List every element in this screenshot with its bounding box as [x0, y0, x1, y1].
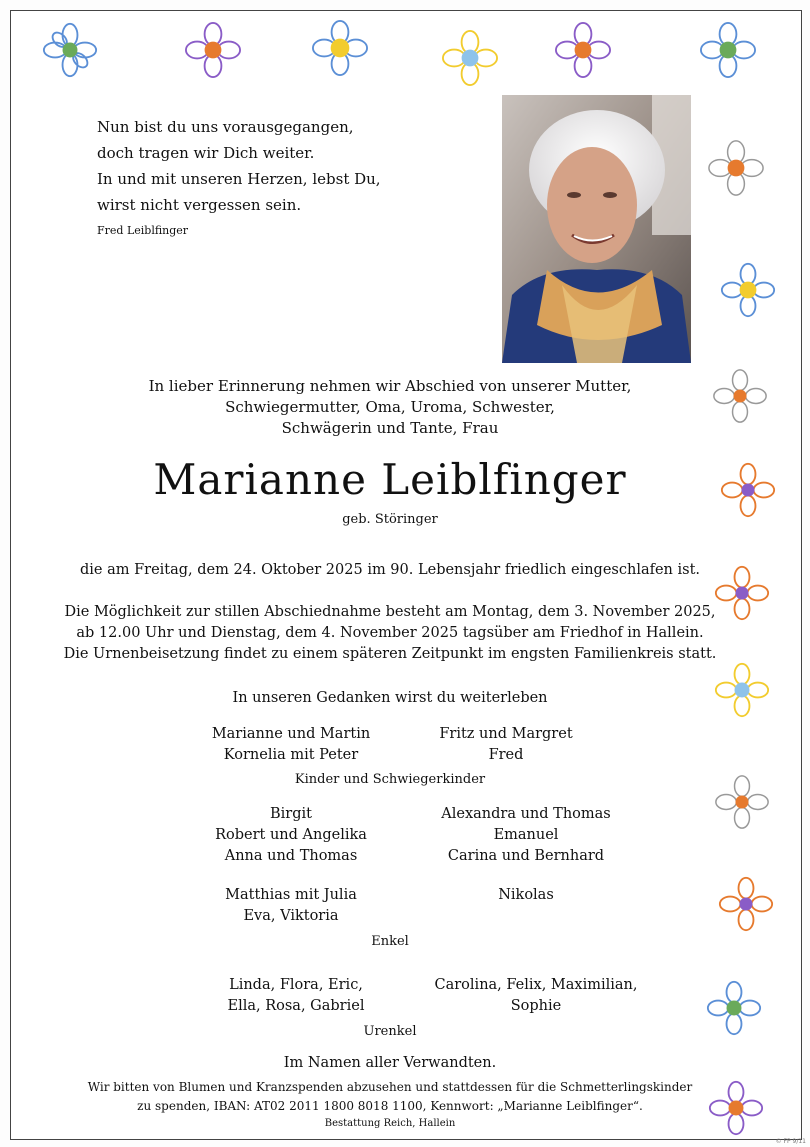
- mourner-line: Nikolas: [498, 887, 554, 903]
- thoughts-line: In unseren Gedanken wirst du weiterleben: [232, 690, 548, 706]
- flower-icon: [442, 30, 498, 86]
- poem-line: In und mit unseren Herzen, lebst Du,: [97, 170, 381, 188]
- info-line: Die Urnenbeisetzung findet zu einem späteren Zeitpunkt im engsten Familienkreis statt.: [63, 646, 717, 662]
- maiden-name: geb. Störinger: [342, 512, 438, 527]
- mourner-line: Carina und Bernhard: [447, 848, 605, 864]
- mourner-line: Sophie: [510, 998, 562, 1014]
- mourner-line: Alexandra und Thomas: [441, 806, 611, 822]
- grandchildren-right-1: [376, 804, 676, 867]
- mourner-line: Carolina, Felix, Maximilian,: [434, 977, 638, 993]
- mourner-line: Birgit: [270, 806, 312, 822]
- mourner-line: Matthias mit Julia: [225, 887, 357, 903]
- deceased-name: Marianne Leiblfinger: [153, 455, 627, 504]
- great-grandchildren-label: Urenkel: [363, 1024, 417, 1039]
- flower-icon: [42, 22, 98, 78]
- flower-icon: [312, 20, 368, 76]
- mourner-line: Fritz und Margret: [439, 726, 573, 742]
- flower-icon: [185, 22, 241, 78]
- print-tag: © FP 9/11: [775, 1138, 806, 1145]
- request-line: zu spenden, IBAN: AT02 2011 1800 8018 1100, Kennwort: „Marianne Leiblfinger“.: [137, 1099, 643, 1113]
- info-line: Die Möglichkeit zur stillen Abschiednahme besteht am Montag, dem 3. November 2025,: [64, 604, 716, 620]
- flower-icon: [714, 662, 770, 718]
- flower-icon: [720, 462, 776, 518]
- mourner-line: Emanuel: [493, 827, 559, 843]
- mourner-line: Ella, Rosa, Gabriel: [227, 998, 365, 1014]
- mourner-line: Anna und Thomas: [224, 848, 358, 864]
- poem-line: wirst nicht vergessen sein.: [97, 196, 302, 214]
- intro-text: [60, 376, 720, 439]
- grandchildren-label: Enkel: [371, 934, 409, 949]
- flower-icon: [555, 22, 611, 78]
- poem-line: doch tragen wir Dich weiter.: [97, 144, 315, 162]
- ceremony-info: [60, 602, 720, 665]
- info-line: ab 12.00 Uhr und Dienstag, dem 4. November 2025 tagsüber am Friedhof in Hallein.: [76, 625, 704, 641]
- flower-icon: [714, 565, 770, 621]
- undertaker: Bestattung Reich, Hallein: [324, 1118, 456, 1129]
- poem: [97, 114, 381, 240]
- flower-icon: [714, 774, 770, 830]
- poem-line: Nun bist du uns vorausgegangen,: [97, 118, 354, 136]
- mourner-line: Marianne und Martin: [211, 726, 371, 742]
- grandchildren-right-2: [376, 885, 676, 906]
- request-line: Wir bitten von Blumen und Kranzspenden abzusehen und stattdessen für die Schmetterlingskinder: [87, 1080, 693, 1094]
- great-grandchildren-right: [386, 975, 686, 1017]
- poem-author: Fred Leiblfinger: [97, 224, 189, 237]
- intro-line: Schwiegermutter, Oma, Uroma, Schwester,: [225, 398, 555, 416]
- flower-icon: [720, 262, 776, 318]
- closing-line: Im Namen aller Verwandten.: [283, 1055, 497, 1071]
- mourner-line: Fred: [488, 747, 524, 763]
- portrait-photo: [502, 95, 691, 363]
- mourner-line: Kornelia mit Peter: [223, 747, 359, 763]
- mourner-line: Robert und Angelika: [215, 827, 367, 843]
- intro-line: Schwägerin und Tante, Frau: [281, 419, 499, 437]
- flower-icon: [712, 368, 768, 424]
- flower-icon: [718, 876, 774, 932]
- donation-request: [60, 1078, 720, 1116]
- children-label: Kinder und Schwiegerkinder: [294, 772, 486, 787]
- intro-line: In lieber Erinnerung nehmen wir Abschied von unserer Mutter,: [148, 377, 632, 395]
- children-right: [356, 724, 656, 766]
- mourner-line: Eva, Viktoria: [243, 908, 339, 924]
- date-line: die am Freitag, dem 24. Oktober 2025 im 90. Lebensjahr friedlich eingeschlafen ist.: [79, 562, 701, 578]
- flower-icon: [708, 140, 764, 196]
- mourner-line: Linda, Flora, Eric,: [229, 977, 363, 993]
- flower-icon: [700, 22, 756, 78]
